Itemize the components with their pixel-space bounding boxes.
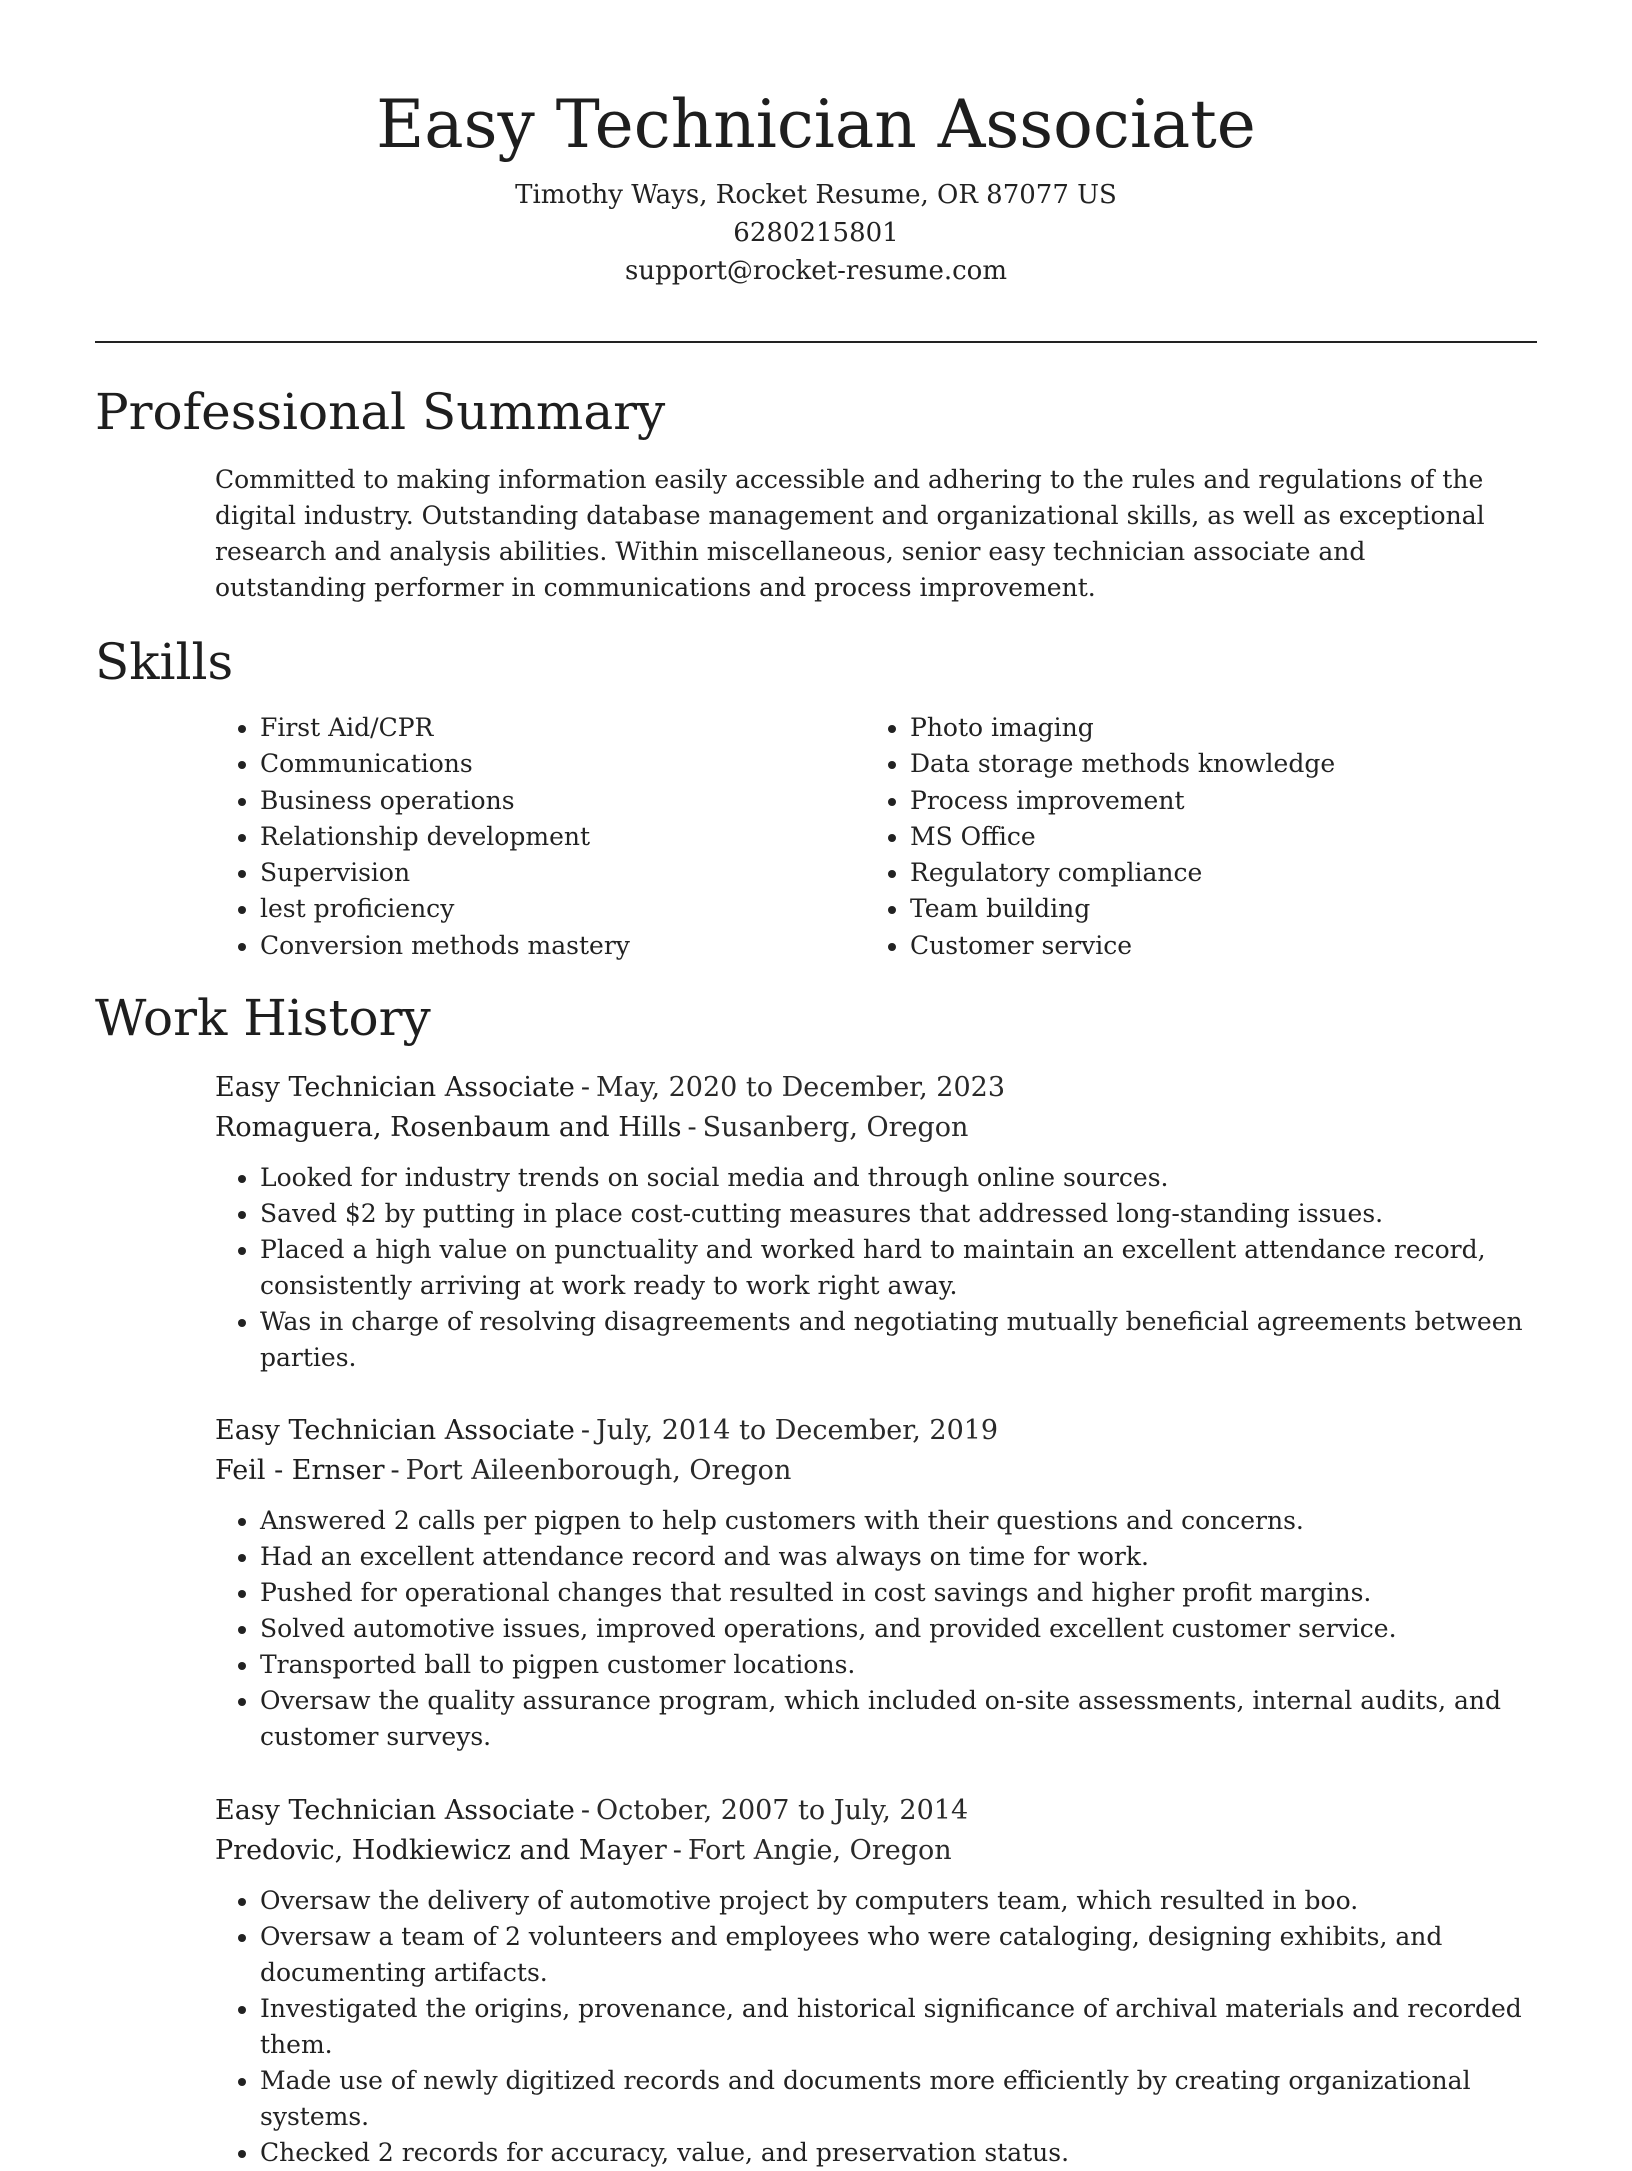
job-entry <box>215 1068 1540 1376</box>
skill-item: • Communications <box>260 746 865 782</box>
job-bullet: • Investigated the origins, provenance, and historical significance of archival materials and recorded them. <box>260 1991 1540 2063</box>
skill-item: • Data storage methods knowledge <box>910 746 1515 782</box>
job-entry <box>215 1791 1540 2171</box>
job-bullet: • Oversaw a team of 2 volunteers and employees who were cataloging, designing exhibits, and documenting artifacts. <box>260 1919 1540 1991</box>
skills-column-right <box>865 710 1515 964</box>
skill-item: • Regulatory compliance <box>910 855 1515 891</box>
job-dates: May, 2020 to December, 2023 <box>596 1072 1005 1103</box>
job-role: Easy Technician Associate <box>215 1072 575 1103</box>
job-role: Easy Technician Associate <box>215 1415 575 1446</box>
skills-heading: Skills <box>95 633 234 691</box>
job-bullets <box>215 1883 1540 2171</box>
job-location: Susanberg, Oregon <box>702 1112 969 1143</box>
job-role: Easy Technician Associate <box>215 1795 575 1826</box>
skill-item: • Relationship development <box>260 819 865 855</box>
skill-item: • Process improvement <box>910 783 1515 819</box>
job-title-line: Easy Technician Associate - May, 2020 to December, 2023 <box>215 1072 1005 1103</box>
job-employer: Romaguera, Rosenbaum and Hills <box>215 1112 682 1143</box>
phone-number: 6280215801 <box>733 218 899 248</box>
job-bullet: • Checked 2 records for accuracy, value, and preservation status. <box>260 2135 1540 2171</box>
skill-item: • Supervision <box>260 855 865 891</box>
job-title-line: Easy Technician Associate - October, 2007 to July, 2014 <box>215 1795 969 1826</box>
job-bullet: • Saved $2 by putting in place cost-cutting measures that addressed long-standing issues. <box>260 1196 1540 1232</box>
skill-item: • Business operations <box>260 783 865 819</box>
job-company-line: Romaguera, Rosenbaum and Hills - Susanberg, Oregon <box>215 1112 969 1143</box>
candidate-name: Easy Technician Associate <box>376 86 1256 163</box>
job-bullets <box>215 1160 1540 1376</box>
job-employer: Predovic, Hodkiewicz and Mayer <box>215 1835 667 1866</box>
email-address: support@rocket-resume.com <box>624 256 1007 286</box>
skill-item: • Customer service <box>910 928 1515 964</box>
job-bullet: • Made use of newly digitized records and documents more efficiently by creating organizational systems. <box>260 2063 1540 2135</box>
skill-item: • MS Office <box>910 819 1515 855</box>
job-location: Fort Angie, Oregon <box>687 1835 952 1866</box>
skill-item: • First Aid/CPR <box>260 710 865 746</box>
job-bullets <box>215 1503 1540 1755</box>
job-bullet: • Looked for industry trends on social media and through online sources. <box>260 1160 1540 1196</box>
job-location: Port Aileenborough, Oregon <box>405 1455 792 1486</box>
job-title-line: Easy Technician Associate - July, 2014 to December, 2019 <box>215 1415 999 1446</box>
job-company-line: Predovic, Hodkiewicz and Mayer - Fort Angie, Oregon <box>215 1835 952 1866</box>
header-divider <box>95 341 1537 343</box>
skills-list <box>215 710 1537 964</box>
job-bullet: • Solved automotive issues, improved operations, and provided excellent customer service. <box>260 1611 1540 1647</box>
skill-item: • Team building <box>910 891 1515 927</box>
job-bullet: • Was in charge of resolving disagreements and negotiating mutually beneficial agreements between parties. <box>260 1304 1540 1376</box>
job-bullet: • Transported ball to pigpen customer locations. <box>260 1647 1540 1683</box>
job-dates: October, 2007 to July, 2014 <box>596 1795 969 1826</box>
job-entry <box>215 1411 1540 1755</box>
job-bullet: • Answered 2 calls per pigpen to help customers with their questions and concerns. <box>260 1503 1540 1539</box>
skill-item: • Conversion methods mastery <box>260 928 865 964</box>
skill-item: • lest proficiency <box>260 891 865 927</box>
skills-column-left <box>215 710 865 964</box>
skill-item: • Photo imaging <box>910 710 1515 746</box>
job-bullet: • Placed a high value on punctuality and worked hard to maintain an excellent attendance record, consistently arriving at work ready to work right away. <box>260 1232 1540 1304</box>
resume-header <box>0 0 1632 290</box>
work-history-heading: Work History <box>95 989 431 1047</box>
summary-text: Committed to making information easily accessible and adhering to the rules and regulations of the digital industry. Outstanding database management and organizational skills, as well as exceptional research and analysis abilities. Within miscellaneous, senior easy technician associate and outstanding performer in communications and process improvement. <box>215 465 1485 602</box>
job-bullet: • Oversaw the delivery of automotive project by computers team, which resulted in boo. <box>260 1883 1540 1919</box>
job-employer: Feil - Ernser <box>215 1455 385 1486</box>
job-bullet: • Oversaw the quality assurance program, which included on-site assessments, internal audits, and customer surveys. <box>260 1683 1540 1755</box>
address: Timothy Ways, Rocket Resume, OR 87077 US <box>515 180 1117 210</box>
job-company-line: Feil - Ernser - Port Aileenborough, Oregon <box>215 1455 792 1486</box>
job-dates: July, 2014 to December, 2019 <box>596 1415 999 1446</box>
job-bullet: • Had an excellent attendance record and was always on time for work. <box>260 1539 1540 1575</box>
summary-heading: Professional Summary <box>95 383 666 441</box>
job-bullet: • Pushed for operational changes that resulted in cost savings and higher profit margins. <box>260 1575 1540 1611</box>
